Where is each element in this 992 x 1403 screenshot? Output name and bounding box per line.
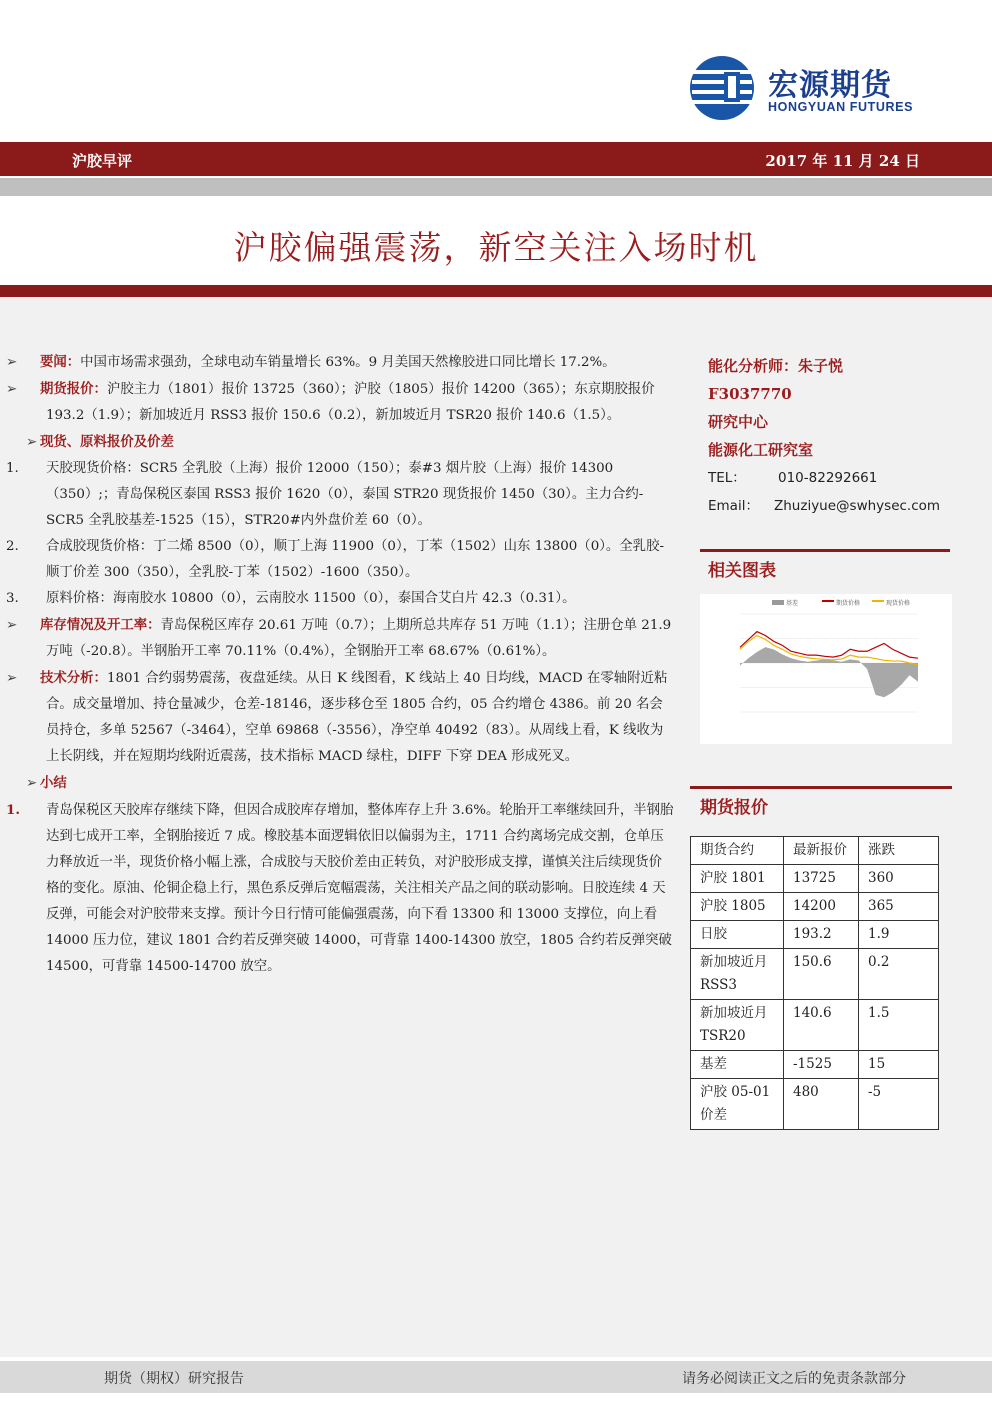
arrow-icon: ➢ [26, 776, 38, 791]
title-underline [0, 285, 992, 297]
report-title: 沪胶偏强震荡，新空关注入场时机 [233, 228, 759, 267]
legend-label: 基差 [786, 600, 799, 607]
futures-paragraph [6, 376, 674, 429]
spot-item: 3. 原料价格：海南胶水 10800（0），云南胶水 11500（0），泰国合艾白片 42.3（0.31）。 [6, 591, 576, 606]
futures-text-2: 报价 193.2（1.9）；新加坡近月 RSS3 报价 150.6（0.2），新加坡近月 TSR20 报价 140.6（1.5）。 [46, 382, 655, 423]
arrow-icon: ➢ [6, 355, 18, 370]
header-cell: 期货合约 [691, 837, 784, 865]
table-row: 沪胶 1805 14200 365 [691, 893, 939, 921]
table-row: 沪胶 1801 13725 360 [691, 865, 939, 893]
summary-paragraph: 1. 青岛保税区天胶库存继续下降，但因合成胶库存增加，整体库存上升 3.6%。轮胎开工率继续回升，半钢胎达到七成开工率，全钢胎接近 7 成。橡胶基本面逻辑依旧以偏弱为主，1711 合约离场完成交割，仓单压力释放近一半，现货价格小幅上涨，合成胶与天胶价差由正转负，对沪胶形成支撑，谨慎关注后续现货价格的变化。原油、伦铜企稳上行，黑色系反弹后宽幅震荡，关注相关产品之间的联动影响。日胶连续 4 天反弹，可能会对沪胶带来支撑。预计今日行情可能偏强震荡，向下看 13300 和 13000 支撑位，向上看 14000 压力位，建议 1801 合约若反弹突破 14000，可背靠 1400-14300 放空，1805 合约若反弹突破 14500，可背靠 14500-14700 放空。 [6, 802, 674, 974]
arrow-icon: ➢ [26, 435, 38, 450]
header-strip [0, 178, 992, 196]
email-label: Email： [708, 498, 759, 514]
table-header-row [691, 837, 939, 865]
legend-label: 期货价格 [836, 600, 861, 607]
analyst-license: F3037770 [708, 385, 792, 403]
main-column [6, 349, 674, 980]
footer-disclaimer: 请务必阅读正文之后的免责条款部分 [682, 1371, 906, 1387]
quotes-section-heading: 期货报价 [690, 786, 952, 818]
tel-value: 010-82292661 [778, 470, 878, 486]
table-row: 日胶 193.2 1.9 [691, 921, 939, 949]
inventory-paragraph: ➢ 库存情况及开工率：青岛保税区库存 20.61 万吨（0.7）；上期所总共库存 51 万吨（1.1）；注册仓单 21.9 万吨（-20.8）。半钢胎开工率 70.11%（0.4%），全钢胎开工率 68.67%（0.61%）。 [26, 612, 674, 665]
logo-text-en: HONGYUAN FUTURES [768, 100, 914, 114]
news-text: 中国市场需求强劲，全球电动车销量增长 63%。9 月美国天然橡胶进口同比增长 17.2%。 [80, 355, 616, 370]
footer-left: 期货（期权）研究报告 [104, 1371, 244, 1387]
sidebar [708, 352, 958, 520]
research-center: 研究中心 [708, 413, 769, 431]
legend-swatch [822, 600, 834, 602]
email-line [708, 492, 958, 520]
chart-section-heading: 相关图表 [700, 549, 950, 581]
technical-label: 技术分析： [40, 670, 107, 686]
analyst-name: 能化分析师：朱子悦 [708, 357, 844, 375]
arrow-icon: ➢ [6, 382, 18, 397]
legend-swatch [872, 600, 884, 602]
logo-text-cn: 宏源期货 [768, 68, 892, 103]
table-row: 新加坡近月 RSS3 150.6 0.2 [691, 949, 939, 1000]
technical-paragraph: ➢ 技术分析：1801 合约弱势震荡，夜盘延续。从日 K 线图看，K 线站上 40 日均线，MACD 在零轴附近粘合。成交量增加、持仓量减少，仓差-18146，逐步移仓至 1805 合约，05 合约增仓 4386。前 20 名会员持仓，多单 52567（-3464），空单 69868（-3556），净空单 40492（83）。从周线上看，K 线收为上长阴线，并在短期均线附近震荡，技术指标 MACD 绿柱，DIFF 下穿 DEA 形成死叉。 [26, 665, 674, 770]
report-type: 沪胶早评 [72, 152, 133, 170]
news-label: 要闻： [40, 354, 81, 370]
arrow-icon: ➢ [6, 671, 18, 686]
research-dept: 能源化工研究室 [708, 441, 814, 459]
tel-label: TEL： [708, 470, 746, 486]
tel-line [708, 464, 958, 492]
table-row: 基差 -1525 15 [691, 1051, 939, 1079]
spot-heading: ➢ 现货、原料报价及价差 [26, 429, 674, 456]
table-row: 沪胶 05-01 价差 480 -5 [691, 1079, 939, 1130]
table-row: 新加坡近月 TSR20 140.6 1.5 [691, 1000, 939, 1051]
futures-text-1: 沪胶主力（1801）报价 13725（360）；沪胶（1805）报价 14200（365）；东京期胶 [106, 382, 628, 397]
inventory-label: 库存情况及开工率： [40, 617, 161, 633]
summary-heading: ➢ 小结 [26, 770, 674, 797]
quotes-table [690, 836, 939, 1130]
email-value[interactable]: Zhuziyue@swhysec.com [774, 498, 941, 514]
spot-item: 1. 天胶现货价格：SCR5 全乳胶（上海）报价 12000（150）；泰#3 烟片胶（上海）报价 14300（350）;；青岛保税区泰国 RSS3 报价 1620（0），泰国 STR20 现货报价 1450（30）。主力合约-SCR5 全乳胶基差-1525（15），STR20#内外盘价差 60（0）。 [6, 461, 644, 528]
basis-price-chart [700, 594, 952, 744]
news-paragraph [6, 349, 674, 376]
report-date: 2017 年 11 月 24 日 [765, 152, 920, 170]
header-cell: 涨跌 [859, 837, 939, 865]
legend-label: 现货价格 [886, 600, 911, 607]
legend-swatch [772, 600, 784, 605]
spot-item: 2. 合成胶现货价格：丁二烯 8500（0），顺丁上海 11900（0），丁苯（1502）山东 13800（0）。全乳胶-顺丁价差 300（350），全乳胶-丁苯（1502）-1600（350）。 [6, 539, 664, 580]
arrow-icon: ➢ [6, 618, 18, 633]
futures-label: 期货报价： [40, 381, 107, 397]
header-cell: 最新报价 [784, 837, 859, 865]
